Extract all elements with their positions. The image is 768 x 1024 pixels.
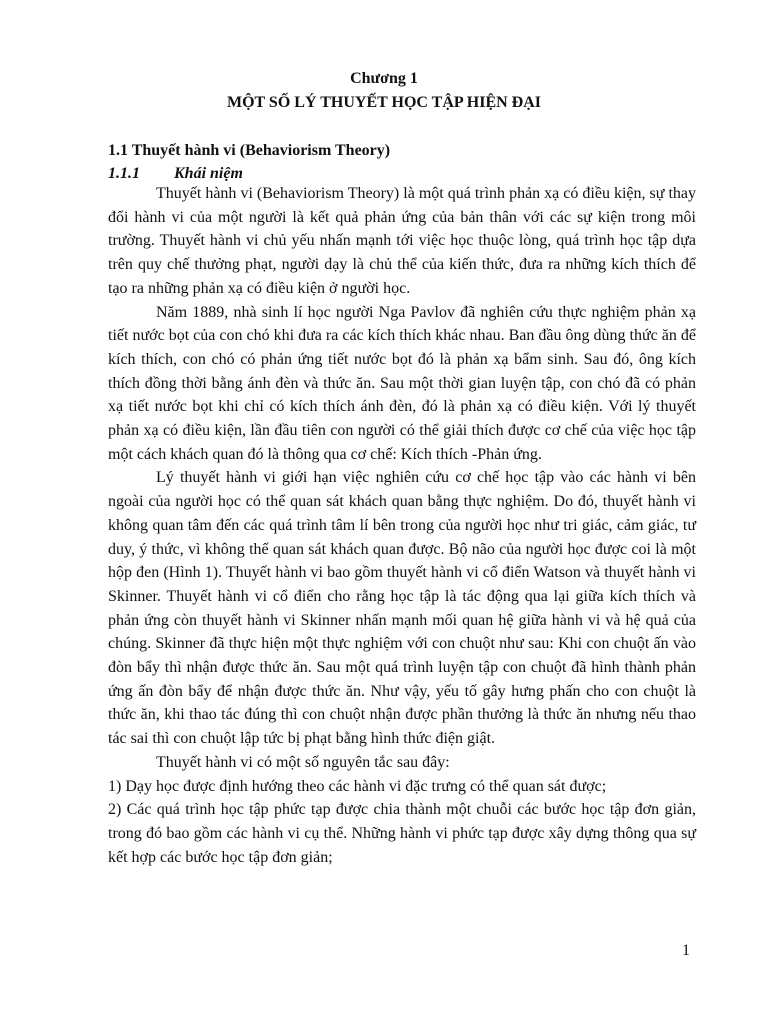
section-heading: 1.1 Thuyết hành vi (Behaviorism Theory): [108, 142, 391, 159]
chapter-label: Chương 1: [350, 70, 418, 87]
paragraph: Lý thuyết hành vi giới hạn việc nghiên cứu cơ chế học tập vào các hành vi bên ngoài của người học có thể quan sát khách quan bằng thực nghiệm. Do đó, thuyết hành vi không quan tâm đến các quá trình tâm lí bên trong của người học như tri giác, cảm giác, tư duy, ý thức, vì không thể quan sát khách quan được. Bộ não của người học được coi là một hộp đen (Hình 1). Thuyết hành vi bao gồm thuyết hành vi cổ điển Watson và thuyết hành vi Skinner. Thuyết hành vi cổ điển cho rằng học tập là tác động qua lại giữa kích thích và phản ứng còn thuyết hành vi Skinner nhấn mạnh mối quan hệ giữa hành vi và hệ quả của chúng. Skinner đã thực hiện một thực nghiệm với con chuột như sau: Khi con chuột ấn vào đòn bẩy thì nhận được thức ăn. Sau một quá trình luyện tập con chuột đã hình thành phản ứng ấn đòn bẩy để nhận được thức ăn. Như vậy, yếu tố gây hưng phấn cho con chuột là thức ăn, khi thao tác đúng thì con chuột nhận được phần thưởng là thức ăn nhưng nếu thao tác sai thì con chuột lập tức bị phạt bằng hình thức điện giật.: [108, 469, 696, 748]
paragraph: Thuyết hành vi (Behaviorism Theory) là một quá trình phản xạ có điều kiện, sự thay đổi hành vi của một người là kết quả phản ứng của bản thân với các sự kiện trong môi trường. Thuyết hành vi chủ yếu nhấn mạnh tới việc học thuộc lòng, quá trình học tập dựa trên quy chế thưởng phạt, người dạy là chủ thể của kiến thức, đưa ra những kích thích để tạo ra những phản xạ có điều kiện ở người học.: [108, 185, 696, 297]
page-number: 1: [682, 942, 690, 959]
subsection-title: Khái niệm: [174, 165, 243, 182]
principle-item: 1) Dạy học được định hướng theo các hành vi đặc trưng có thể quan sát được;: [108, 777, 607, 795]
body-text: [108, 182, 696, 869]
chapter-title: MỘT SỐ LÝ THUYẾT HỌC TẬP HIỆN ĐẠI: [227, 94, 541, 111]
subsection-number: 1.1.1: [108, 165, 140, 182]
principle-item: 2) Các quá trình học tập phức tạp được chia thành một chuỗi các bước học tập đơn giản, trong đó bao gồm các hành vi cụ thể. Những hành vi phức tạp được xây dựng thông qua sự kết hợp các bước học tập đơn giản;: [108, 801, 696, 866]
paragraph: Thuyết hành vi có một số nguyên tắc sau đây:: [156, 753, 450, 771]
paragraph: Năm 1889, nhà sinh lí học người Nga Pavlov đã nghiên cứu thực nghiệm phản xạ tiết nước bọt của con chó khi đưa ra các kích thích khác nhau. Ban đầu ông dùng thức ăn để kích thích, con chó có phản ứng tiết nước bọt đó là phản xạ bẩm sinh. Sau đó, ông kích thích đồng thời bằng ánh đèn và thức ăn. Sau một thời gian luyện tập, con chó đã có phản xạ tiết nước bọt khi chỉ có kích thích ánh đèn, đó là phản xạ có điều kiện. Với lý thuyết phản xạ có điều kiện, lần đầu tiên con người có thể giải thích được cơ chế của việc học tập một cách khách quan đó là thông qua cơ chế: Kích thích -Phản ứng.: [108, 303, 696, 463]
